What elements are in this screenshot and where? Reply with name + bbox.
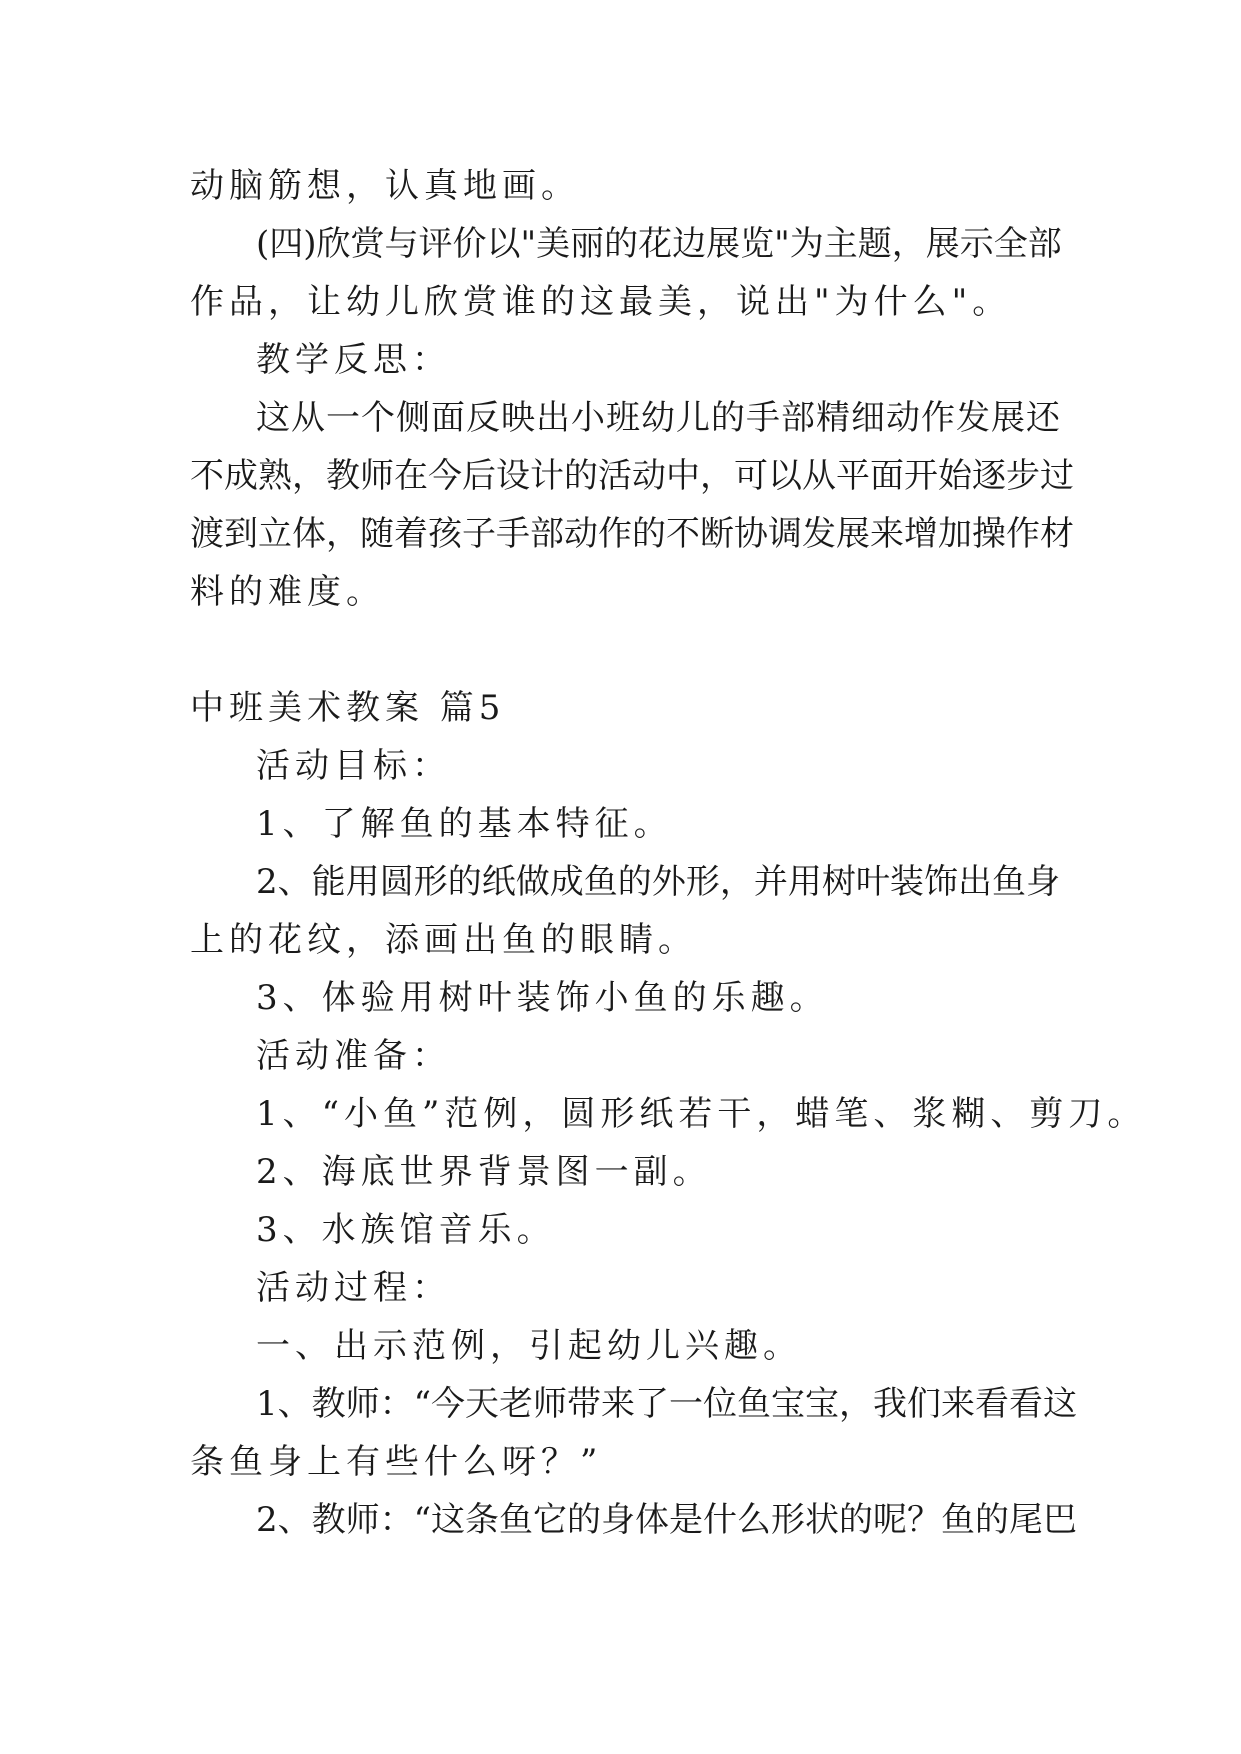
text-line: 2、海底世界背景图一副。 bbox=[256, 1152, 712, 1192]
text-line: 1、教师：“今天老师带来了一位鱼宝宝，我们来看看这 bbox=[256, 1384, 1078, 1424]
text-line: 3、体验用树叶装饰小鱼的乐趣。 bbox=[256, 978, 829, 1018]
text-line: 活动目标： bbox=[256, 746, 451, 786]
text-line: 一、出示范例，引起幼儿兴趣。 bbox=[256, 1326, 802, 1366]
text-line: 料的难度。 bbox=[190, 572, 385, 612]
text-line: 条鱼身上有些什么呀？” bbox=[190, 1442, 603, 1482]
text-line: 活动过程： bbox=[256, 1268, 451, 1308]
text-line: 1、“小鱼”范例，圆形纸若干，蜡笔、浆糊、剪刀。 bbox=[256, 1094, 1147, 1134]
text-line: (四)欣赏与评价以"美丽的花边展览"为主题，展示全部 bbox=[256, 224, 1062, 264]
text-line: 渡到立体，随着孩子手部动作的不断协调发展来增加操作材 bbox=[190, 514, 1074, 554]
text-line: 这从一个侧面反映出小班幼儿的手部精细动作发展还 bbox=[256, 398, 1060, 438]
text-line: 3、水族馆音乐。 bbox=[256, 1210, 556, 1250]
text-line: 作品，让幼儿欣赏谁的这最美，说出"为什么"。 bbox=[190, 282, 1012, 322]
text-line: 1、了解鱼的基本特征。 bbox=[256, 804, 673, 844]
text-line: 动脑筋想，认真地画。 bbox=[190, 166, 580, 206]
text-line: 教学反思： bbox=[256, 340, 451, 380]
text-line: 上的花纹，添画出鱼的眼睛。 bbox=[190, 920, 697, 960]
section-heading: 中班美术教案 篇5 bbox=[190, 688, 506, 728]
text-line: 不成熟，教师在今后设计的活动中，可以从平面开始逐步过 bbox=[190, 456, 1074, 496]
text-line: 活动准备： bbox=[256, 1036, 451, 1076]
text-line: 2、能用圆形的纸做成鱼的外形，并用树叶装饰出鱼身 bbox=[256, 862, 1060, 902]
text-line: 2、教师：“这条鱼它的身体是什么形状的呢？鱼的尾巴 bbox=[256, 1500, 1078, 1540]
